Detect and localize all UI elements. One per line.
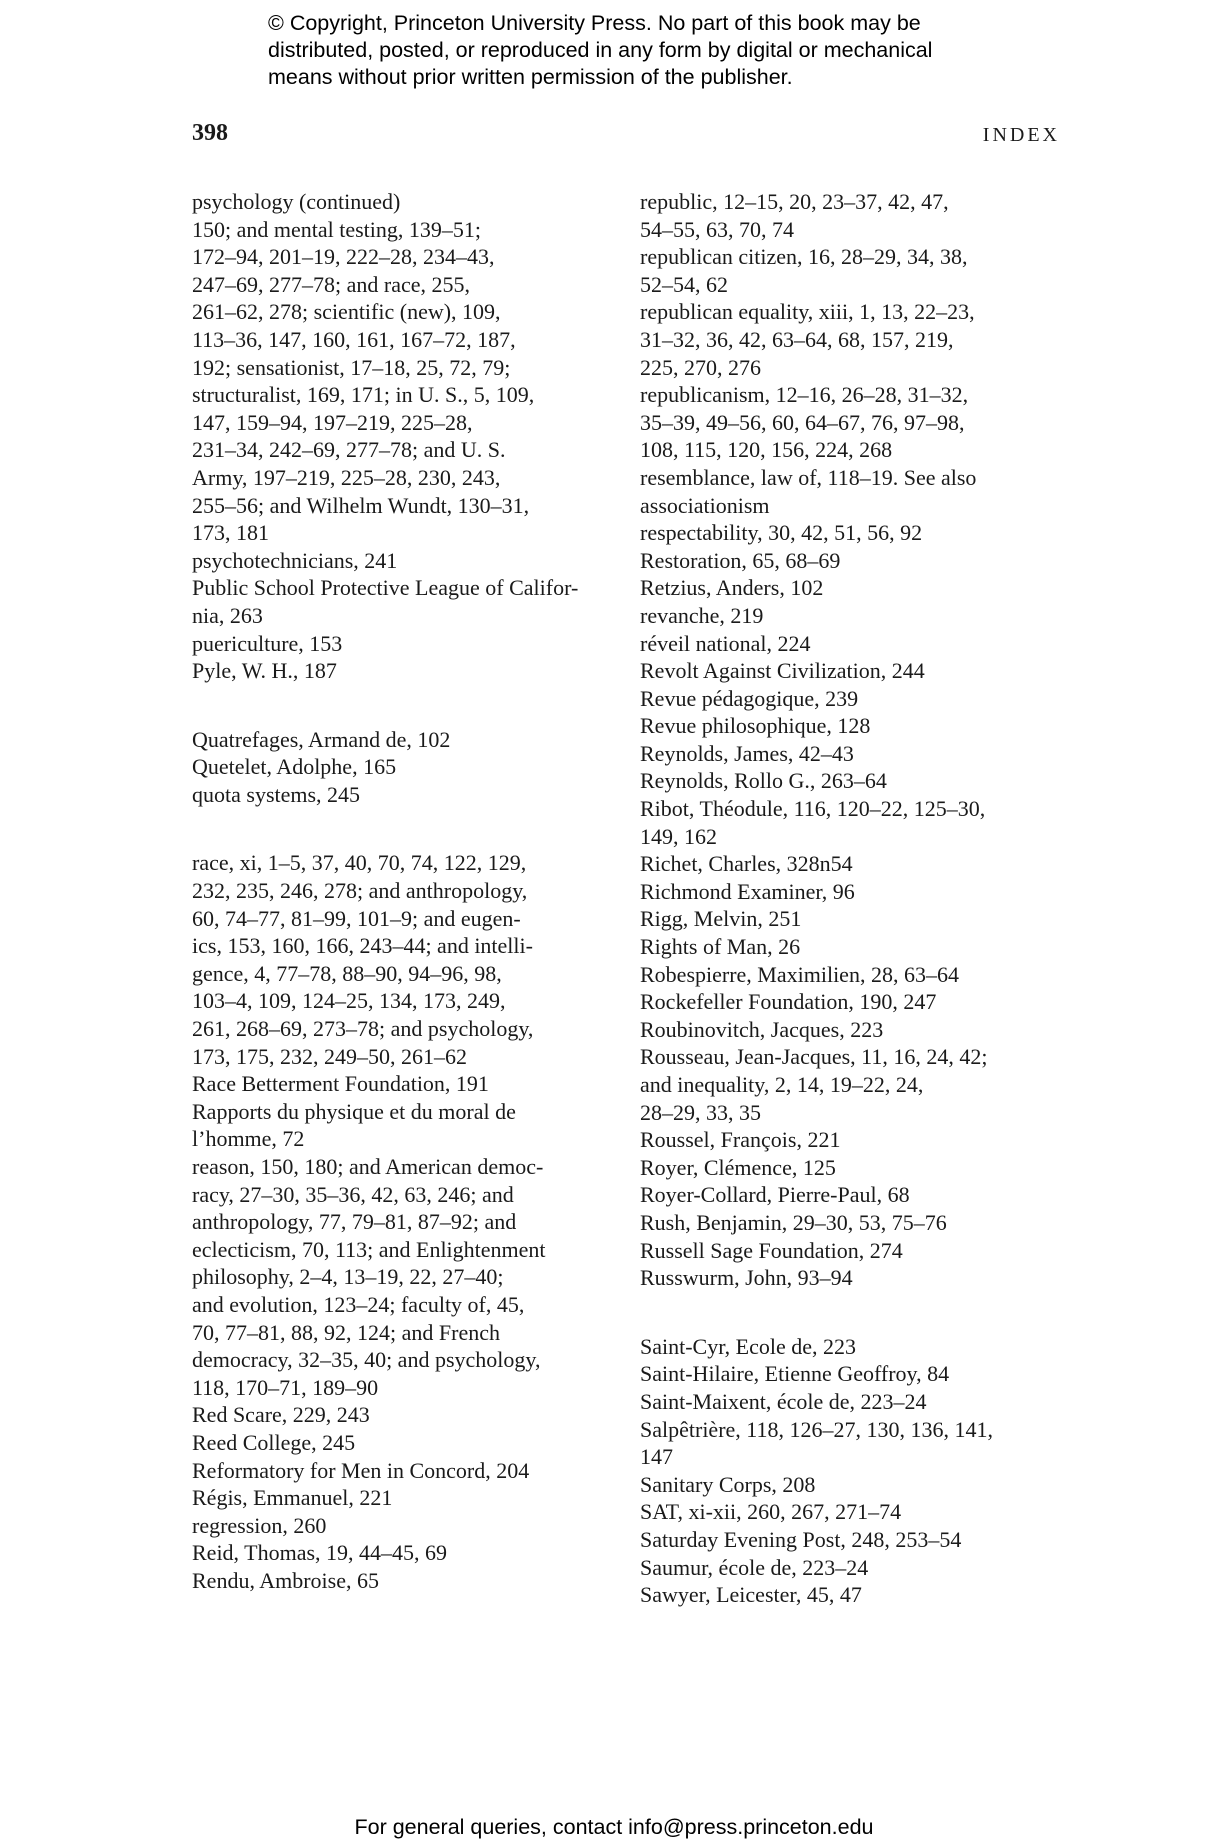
index-entry-line: 28–29, 33, 35	[640, 1099, 761, 1125]
index-entry	[640, 1471, 1060, 1499]
index-entry-line: SAT, xi-xii, 260, 267, 271–74	[640, 1499, 902, 1525]
index-entry-line: republicanism, 12–16, 26–28, 31–32,	[640, 382, 969, 408]
index-entry-line: Public School Protective League of Califor-	[192, 575, 579, 601]
index-entry-line: Retzius, Anders, 102	[640, 575, 824, 601]
letter-group-gap	[192, 808, 612, 849]
index-entry-line: revanche, 219	[640, 602, 764, 628]
index-entry	[640, 1237, 1060, 1265]
index-entry-line: 108, 115, 120, 156, 224, 268	[640, 437, 893, 463]
index-entry	[640, 1126, 1060, 1154]
index-entry-line: Restoration, 65, 68–69	[640, 547, 841, 573]
index-entry-line: Saturday Evening Post, 248, 253–54	[640, 1526, 962, 1552]
index-entry	[192, 630, 612, 658]
index-entry-line: eclecticism, 70, 113; and Enlightenment	[192, 1236, 546, 1262]
index-entry-line: puericulture, 153	[192, 630, 343, 656]
index-entry-line: 255–56; and Wilhelm Wundt, 130–31,	[192, 492, 530, 518]
index-entry-line: 149, 162	[640, 823, 717, 849]
index-entry	[640, 1581, 1060, 1609]
index-entry-line: Salpêtrière, 118, 126–27, 130, 136, 141,	[640, 1416, 993, 1442]
index-entry-line: Reformatory for Men in Concord, 204	[192, 1457, 530, 1483]
index-entry-line: 52–54, 62	[640, 271, 728, 297]
index-entry-line: Rockefeller Foundation, 190, 247	[640, 989, 937, 1015]
index-entry-line: democracy, 32–35, 40; and psychology,	[192, 1347, 541, 1373]
index-entry-line: 173, 181	[192, 520, 269, 546]
index-entry-line: psychology (continued)	[192, 189, 401, 214]
index-entry-line: racy, 27–30, 35–36, 42, 63, 246; and	[192, 1181, 514, 1207]
index-entry	[192, 781, 612, 809]
index-entry-line: 225, 270, 276	[640, 354, 761, 380]
index-entry-line: Richmond Examiner, 96	[640, 878, 855, 904]
copyright-line: distributed, posted, or reproduced in any form by digital or mechanical	[268, 38, 933, 62]
index-entry	[192, 574, 612, 629]
index-entry	[640, 878, 1060, 906]
index-entry	[640, 795, 1060, 850]
index-entry-line: Russell Sage Foundation, 274	[640, 1237, 903, 1263]
index-entry-line: gence, 4, 77–78, 88–90, 94–96, 98,	[192, 960, 502, 986]
index-entry-line: Rapports du physique et du moral de	[192, 1098, 516, 1124]
index-entry	[192, 1539, 612, 1567]
index-entry	[640, 961, 1060, 989]
index-entry-line: 118, 170–71, 189–90	[192, 1374, 379, 1400]
index-entry-line: Russwurm, John, 93–94	[640, 1265, 853, 1291]
index-column-right	[640, 188, 1060, 1609]
index-entry-line: anthropology, 77, 79–81, 87–92; and	[192, 1209, 517, 1235]
index-entry-line: structuralist, 169, 171; in U. S., 5, 109,	[192, 382, 535, 408]
index-entry	[640, 188, 1060, 243]
index-entry	[640, 298, 1060, 381]
index-entry-line: Royer-Collard, Pierre-Paul, 68	[640, 1182, 910, 1208]
index-entry-line: associationism	[640, 492, 770, 518]
index-entry	[640, 1554, 1060, 1582]
index-entry-line: Sanitary Corps, 208	[640, 1471, 816, 1497]
index-entry-line: Rush, Benjamin, 29–30, 53, 75–76	[640, 1209, 947, 1235]
index-entry	[640, 519, 1060, 547]
index-entry	[640, 712, 1060, 740]
index-entry	[192, 657, 612, 685]
index-entry	[192, 1429, 612, 1457]
index-entry-line: Saint-Cyr, Ecole de, 223	[640, 1333, 857, 1359]
index-entry-line: Quetelet, Adolphe, 165	[192, 754, 397, 780]
index-entry-line: 261–62, 278; scientific (new), 109,	[192, 299, 501, 325]
index-entry	[640, 1498, 1060, 1526]
index-entry-line: Race Betterment Foundation, 191	[192, 1071, 489, 1097]
index-entry-line: republican citizen, 16, 28–29, 34, 38,	[640, 244, 968, 270]
index-entry	[640, 740, 1060, 768]
index-entry	[640, 850, 1060, 878]
index-entry	[640, 381, 1060, 464]
index-entry	[640, 905, 1060, 933]
index-entry	[192, 1512, 612, 1540]
index-entry	[640, 1264, 1060, 1292]
index-entry	[640, 1416, 1060, 1471]
index-entry-line: psychotechnicians, 241	[192, 547, 398, 573]
index-entry-line: 261, 268–69, 273–78; and psychology,	[192, 1016, 534, 1042]
letter-group-gap	[192, 685, 612, 726]
copyright-line: means without prior written permission of the publisher.	[268, 65, 793, 89]
index-entry-line: Reed College, 245	[192, 1429, 356, 1455]
index-entry	[192, 1567, 612, 1595]
index-entry-line: republican equality, xiii, 1, 13, 22–23,	[640, 299, 975, 325]
index-entry-line: 147	[640, 1444, 673, 1470]
index-entry	[640, 1209, 1060, 1237]
index-entry	[640, 657, 1060, 685]
index-entry-line: resemblance, law of, 118–19. See also	[640, 464, 977, 490]
index-entry	[192, 1153, 612, 1401]
index-entry-line: Saint-Maixent, école de, 223–24	[640, 1388, 927, 1414]
index-entry-line: 60, 74–77, 81–99, 101–9; and eugen-	[192, 905, 521, 931]
index-entry-line: Revue pédagogique, 239	[640, 685, 859, 711]
page-number: 398	[192, 120, 228, 146]
index-entry-line: 113–36, 147, 160, 161, 167–72, 187,	[192, 326, 516, 352]
index-entry-line: 31–32, 36, 42, 63–64, 68, 157, 219,	[640, 326, 954, 352]
index-entry	[640, 602, 1060, 630]
index-entry-line: Richet, Charles, 328n54	[640, 851, 853, 877]
index-entry	[192, 188, 612, 547]
index-entry-line: Ribot, Théodule, 116, 120–22, 125–30,	[640, 796, 986, 822]
index-entry	[640, 988, 1060, 1016]
index-entry	[640, 1388, 1060, 1416]
index-entry	[640, 767, 1060, 795]
index-entry-line: quota systems, 245	[192, 781, 361, 807]
index-entry-line: 70, 77–81, 88, 92, 124; and French	[192, 1319, 500, 1345]
index-entry	[192, 1401, 612, 1429]
index-entry-line: ics, 153, 160, 166, 243–44; and intelli-	[192, 933, 533, 959]
index-entry-line: Rousseau, Jean-Jacques, 11, 16, 24, 42;	[640, 1044, 988, 1070]
index-entry	[192, 1457, 612, 1485]
index-entry-line: and evolution, 123–24; faculty of, 45,	[192, 1291, 525, 1317]
index-entry	[640, 1016, 1060, 1044]
index-entry-line: Red Scare, 229, 243	[192, 1402, 370, 1428]
index-entry-line: Revolt Against Civilization, 244	[640, 658, 925, 684]
index-entry-line: 232, 235, 246, 278; and anthropology,	[192, 878, 528, 904]
index-entry-line: Régis, Emmanuel, 221	[192, 1485, 393, 1511]
running-head: INDEX	[982, 124, 1060, 146]
index-entry-line: Rendu, Ambroise, 65	[192, 1567, 379, 1593]
index-entry-line: Sawyer, Leicester, 45, 47	[640, 1582, 862, 1608]
index-entry-line: nia, 263	[192, 602, 263, 628]
index-entry-line: 150; and mental testing, 139–51;	[192, 216, 482, 242]
index-entry-line: Reynolds, James, 42–43	[640, 740, 854, 766]
index-entry-line: 103–4, 109, 124–25, 134, 173, 249,	[192, 988, 506, 1014]
index-entry	[640, 1181, 1060, 1209]
index-entry	[640, 464, 1060, 519]
index-entry-line: race, xi, 1–5, 37, 40, 70, 74, 122, 129,	[192, 850, 527, 876]
index-entry-line: Roubinovitch, Jacques, 223	[640, 1016, 884, 1042]
index-entry-line: 173, 175, 232, 249–50, 261–62	[192, 1043, 467, 1069]
index-entry-line: Quatrefages, Armand de, 102	[192, 726, 451, 752]
index-entry-line: Rigg, Melvin, 251	[640, 906, 802, 932]
index-entry-line: Robespierre, Maximilien, 28, 63–64	[640, 961, 959, 987]
index-entry	[640, 933, 1060, 961]
letter-group-gap	[640, 1292, 1060, 1333]
index-entry-line: and inequality, 2, 14, 19–22, 24,	[640, 1072, 924, 1097]
copyright-line: © Copyright, Princeton University Press. No part of this book may be	[268, 11, 921, 35]
index-entry-line: reason, 150, 180; and American democ-	[192, 1154, 544, 1179]
index-entry	[192, 849, 612, 1070]
index-entry-line: Rights of Man, 26	[640, 934, 801, 960]
index-entry-line: Army, 197–219, 225–28, 230, 243,	[192, 464, 501, 490]
index-entry	[192, 1098, 612, 1153]
index-entry-line: Reid, Thomas, 19, 44–45, 69	[192, 1540, 448, 1566]
index-entry	[192, 1070, 612, 1098]
index-entry	[640, 1043, 1060, 1126]
index-entry-line: 192; sensationist, 17–18, 25, 72, 79;	[192, 354, 511, 380]
index-entry	[640, 685, 1060, 713]
index-entry-line: Revue philosophique, 128	[640, 713, 871, 739]
index-entry-line: Roussel, François, 221	[640, 1127, 841, 1153]
index-entry-line: 247–69, 277–78; and race, 255,	[192, 271, 470, 297]
index-entry-line: 172–94, 201–19, 222–28, 234–43,	[192, 244, 495, 270]
index-column-left	[192, 188, 612, 1595]
index-entry	[640, 1333, 1060, 1361]
index-entry-line: philosophy, 2–4, 13–19, 22, 27–40;	[192, 1264, 504, 1290]
index-entry-line: Saint-Hilaire, Etienne Geoffroy, 84	[640, 1361, 950, 1387]
index-entry	[640, 630, 1060, 658]
index-entry	[640, 1526, 1060, 1554]
index-entry	[192, 547, 612, 575]
footer-contact: For general queries, contact info@press.princeton.edu	[354, 1815, 874, 1839]
index-entry-line: respectability, 30, 42, 51, 56, 92	[640, 520, 923, 546]
index-entry	[640, 1360, 1060, 1388]
index-entry-line: 231–34, 242–69, 277–78; and U. S.	[192, 437, 506, 463]
index-entry-line: Pyle, W. H., 187	[192, 658, 337, 684]
index-entry	[640, 243, 1060, 298]
index-entry-line: Reynolds, Rollo G., 263–64	[640, 768, 887, 794]
index-entry-line: réveil national, 224	[640, 630, 811, 656]
index-entry	[192, 1484, 612, 1512]
copyright-notice	[268, 10, 1028, 91]
index-entry-line: 147, 159–94, 197–219, 225–28,	[192, 409, 473, 435]
index-entry	[192, 753, 612, 781]
index-entry-line: 54–55, 63, 70, 74	[640, 216, 794, 242]
index-entry-line: Royer, Clémence, 125	[640, 1154, 836, 1180]
index-entry-line: Saumur, école de, 223–24	[640, 1554, 869, 1580]
index-entry	[640, 547, 1060, 575]
index-entry-line: 35–39, 49–56, 60, 64–67, 76, 97–98,	[640, 409, 965, 435]
index-entry-line: regression, 260	[192, 1512, 327, 1538]
index-entry-line: l’homme, 72	[192, 1126, 305, 1152]
index-entry-line: republic, 12–15, 20, 23–37, 42, 47,	[640, 189, 949, 214]
index-entry	[640, 1154, 1060, 1182]
index-entry	[192, 726, 612, 754]
index-entry	[640, 574, 1060, 602]
